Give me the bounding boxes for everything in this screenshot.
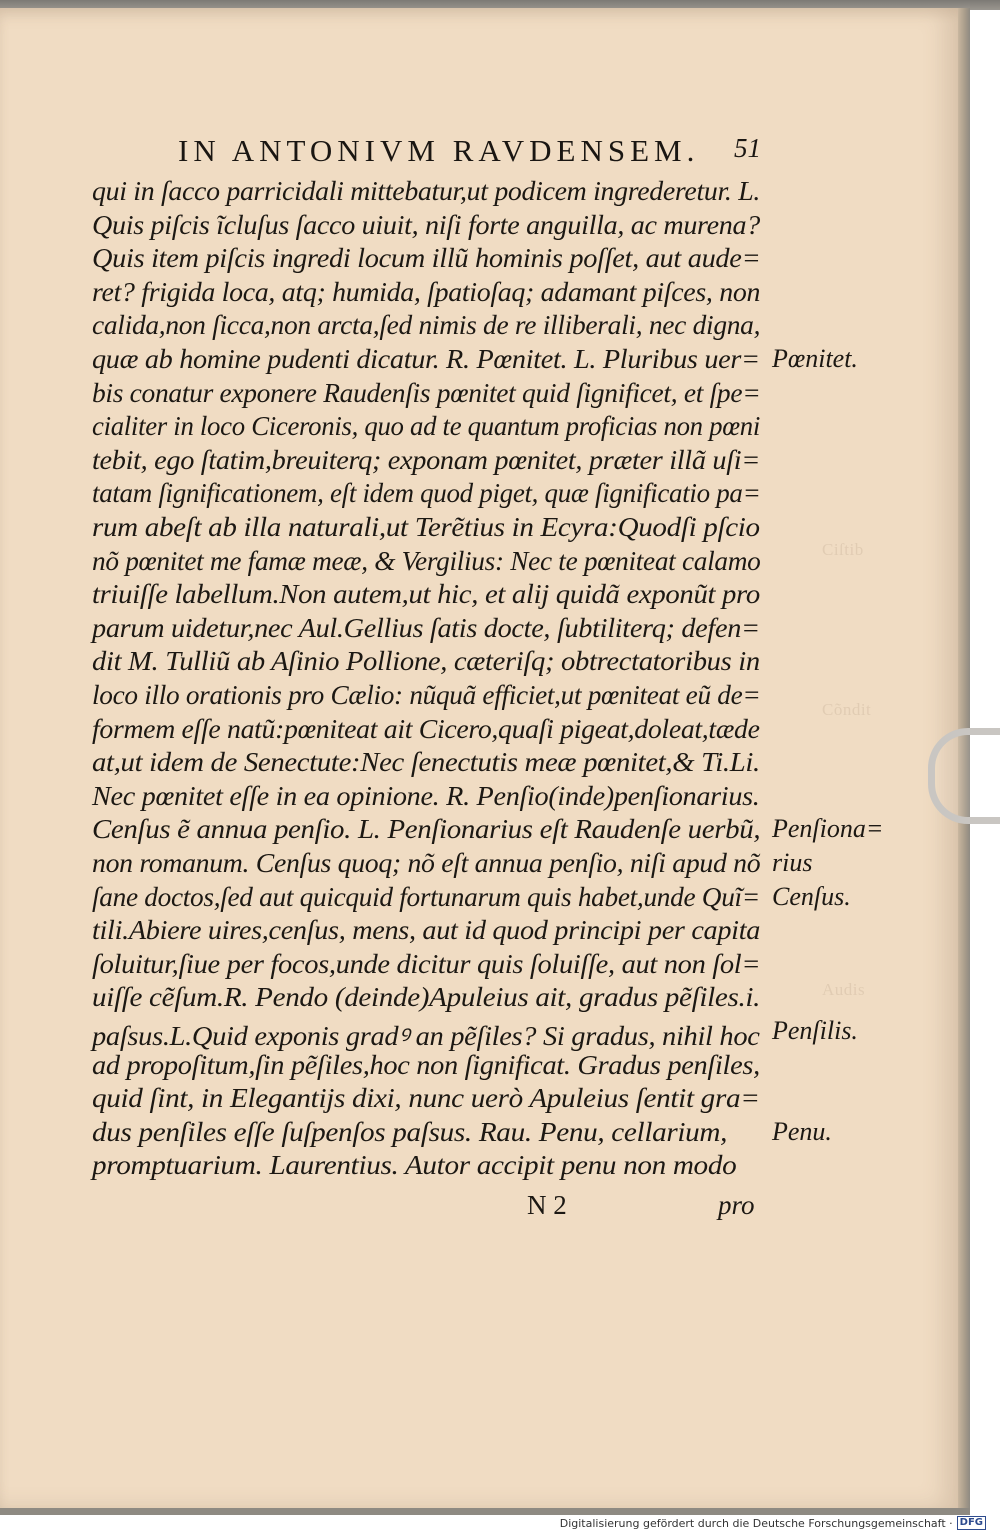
margin-note: Pœnitet. [772, 344, 858, 373]
margin-note: Penſilis. [772, 1016, 858, 1045]
text-line: ret? frigida loca, atq; humida, ſpatioſaq; adamant piſces, non [92, 276, 761, 307]
footer-credit-text: Digitalisierung gefördert durch die Deutsche Forschungsgemeinschaft · [559, 1516, 953, 1530]
text-line: dit M. Tulliũ ab Aſinio Pollione, cæteriſq; obtrectatoribus in [92, 646, 760, 677]
text-line: non romanum. Cenſus quoq; nõ eſt annua penſio, niſi apud nõ [92, 848, 761, 878]
text-line: tatam ſignificationem, eſt idem quod piget, quæ ſignificatio pa= [92, 478, 761, 509]
binding-clip [928, 728, 1000, 824]
text-line: quæ ab homine pudenti dicatur. R. Pœnitet. L. Pluribus uer= [92, 344, 760, 374]
text-line: calida,non ſicca,non arcta,ſed nimis de re illiberali, nec digna, [92, 310, 761, 341]
catchword: pro [718, 1190, 755, 1220]
text-line: triuiſſe labellum.Non autem,ut hic, et alij quidã exponũt pro [92, 579, 760, 610]
show-through-ghost-text: Ciſtib [822, 540, 864, 559]
margin-note: rius [772, 848, 813, 877]
text-line: cialiter in loco Ciceronis, quo ad te quantum proficias non pœni [92, 411, 761, 442]
text-line: paſsus.L.Quid exponis gradꝰ an pẽſiles? Si gradus, nihil hoc [92, 1021, 760, 1051]
text-line: formem eſſe natũ:pœniteat ait Cicero,quaſi pigeat,doleat,tæde [92, 713, 760, 744]
text-line: at,ut idem de Senectute:Nec ſenectutis meæ pœnitet,& Ti.Li. [92, 747, 760, 778]
dfg-logo: DFG [957, 1516, 986, 1530]
running-head: IN ANTONIVM RAVDENSEM. [178, 133, 700, 168]
text-line: promptuarium. Laurentius. Autor accipit penu non modo [92, 1150, 737, 1181]
text-line: ſane doctos,ſed aut quicquid fortunarum quis habet,unde Quĩ= [92, 881, 760, 912]
text-line: Quis piſcis ĩcluſus ſacco uiuit, niſi forte anguilla, ac murena? [92, 209, 761, 240]
text-line: Quis item piſcis ingredi locum illũ hominis poſſet, aut aude= [92, 243, 761, 274]
text-line: ſoluitur,ſiue per focos,unde dicitur quis ſoluiſſe, aut non ſol= [92, 948, 761, 979]
text-line: qui in ſacco parricidali mittebatur,ut podicem ingrederetur. L. [92, 176, 761, 206]
margin-note: Cenſus. [772, 881, 851, 911]
text-line: nõ pœnitet me famæ meæ, & Vergilius: Nec te pœniteat calamo [92, 545, 761, 576]
text-line: Nec pœnitet eſſe in ea opinione. R. Penſio(inde)penſionarius. [92, 780, 760, 811]
digitization-footer [560, 1516, 986, 1530]
text-line: Cenſus ẽ annua penſio. L. Penſionarius eſt Raudenſe uerbũ, [92, 814, 761, 845]
text-line: rum abeſt ab illa naturali,ut Terẽtius in Ecyra:Quodſi pſcio [92, 512, 760, 542]
text-line: parum uidetur,nec Aul.Gellius ſatis docte, ſubtiliterq; defen= [92, 612, 760, 643]
show-through-ghost-text: Cõndit [822, 700, 872, 719]
text-line: tili.Abiere uires,cenſus, mens, aut id quod principi per capita [92, 915, 761, 946]
text-line: bis conatur exponere Raudenſis pœnitet quid ſignificet, et ſpe= [92, 377, 761, 408]
margin-note: Penſiona= [772, 814, 884, 844]
show-through-ghost-text: Audis [822, 980, 866, 999]
page-number: 51 [734, 133, 761, 163]
text-line: quid ſint, in Elegantijs dixi, nunc uerò Apuleius ſentit gra= [92, 1083, 760, 1114]
margin-note: Penu. [772, 1116, 832, 1146]
text-line: ad propoſitum,ſin pẽſiles,hoc non ſignificat. Gradus penſiles, [92, 1049, 760, 1080]
text-line: uiſſe cẽſum.R. Pendo (deinde)Apuleius ait, gradus pẽſiles.i. [92, 982, 761, 1013]
text-line: tebit, ego ſtatim,breuiterq; exponam pœnitet, præter illã uſi= [92, 444, 761, 475]
text-line: dus penſiles eſſe ſuſpenſos paſsus. Rau. Penu, cellarium, [92, 1116, 728, 1147]
signature-mark: N 2 [527, 1190, 567, 1220]
text-line: loco illo orationis pro Cælio: nũquã efficiet,ut pœniteat eũ de= [92, 680, 761, 710]
